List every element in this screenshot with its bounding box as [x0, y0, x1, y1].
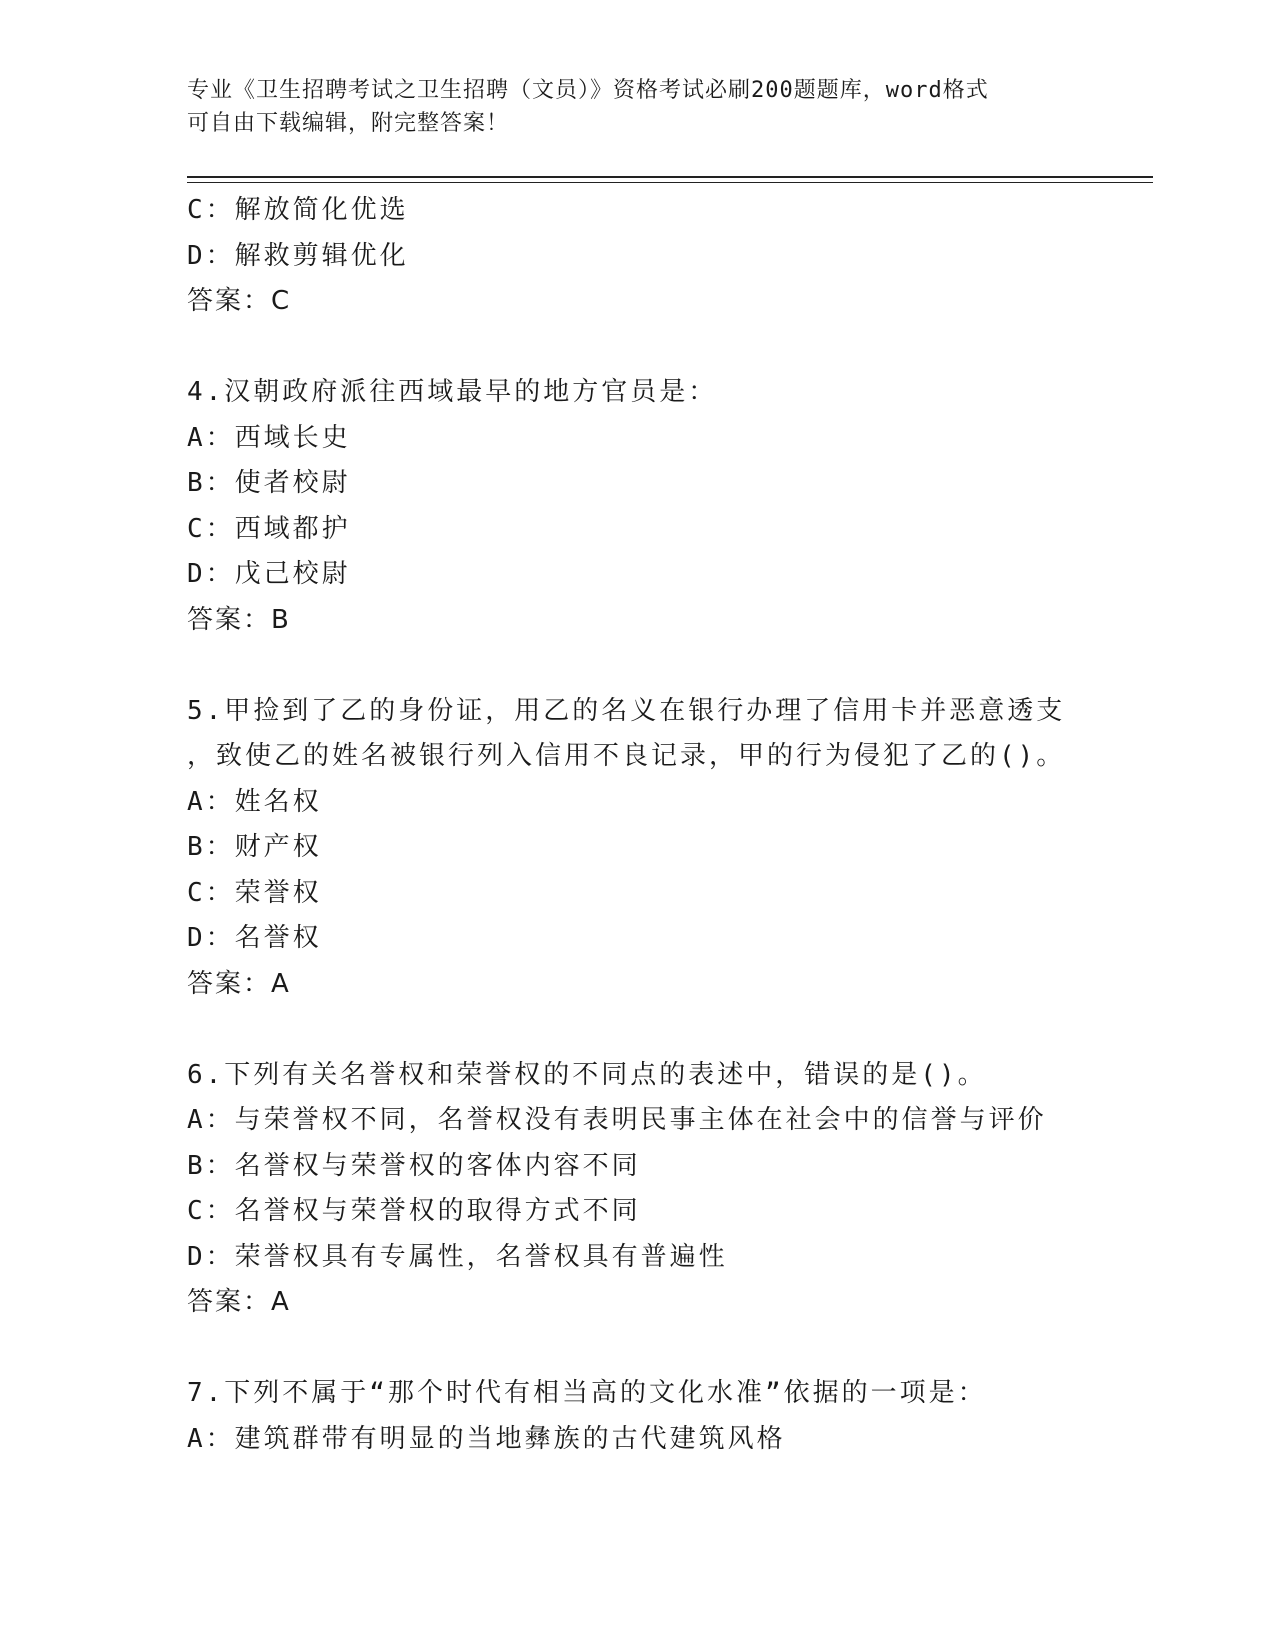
- option-c: C：西域都护: [187, 513, 351, 544]
- spacer: [187, 1326, 1087, 1372]
- option-b: B：财产权: [187, 832, 322, 862]
- spacer: [187, 643, 1087, 689]
- option-b: B：使者校尉: [187, 468, 351, 498]
- option-b: B：名誉权与荣誉权的客体内容不同: [187, 1150, 641, 1181]
- option-a: A：建筑群带有明显的当地彝族的古代建筑风格: [187, 1423, 786, 1454]
- question-6: [187, 1053, 1087, 1326]
- header-line-1: 专业《卫生招聘考试之卫生招聘（文员）》资格考试必刷200题题库，word格式: [187, 78, 989, 103]
- option-a: A：姓名权: [187, 786, 322, 817]
- question-stem-line-1: 5.甲捡到了乙的身份证，用乙的名义在银行办理了信用卡并恶意透支: [187, 695, 1066, 726]
- question-stem: 7.下列不属于“那个时代有相当高的文化水准”依据的一项是：: [187, 1378, 987, 1408]
- question-stem: 6.下列有关名誉权和荣誉权的不同点的表述中，错误的是()。: [187, 1059, 987, 1090]
- question-list: [187, 188, 1087, 1462]
- option-c: C：名誉权与荣誉权的取得方式不同: [187, 1196, 641, 1226]
- document-header: [187, 74, 1067, 140]
- answer-line: 答案：A: [187, 968, 291, 999]
- option-d: D：解救剪辑优化: [187, 240, 409, 271]
- option-a: A：西域长史: [187, 422, 351, 453]
- spacer: [187, 325, 1087, 371]
- option-d: D：戊己校尉: [187, 559, 351, 589]
- question-3-tail: [187, 188, 1087, 325]
- option-d: D：名誉权: [187, 923, 322, 953]
- question-stem: 4.汉朝政府派往西域最早的地方官员是：: [187, 377, 718, 407]
- header-divider-thin: [187, 182, 1153, 183]
- question-5: [187, 689, 1087, 1008]
- answer-line: 答案：A: [187, 1287, 291, 1317]
- question-4: [187, 370, 1087, 643]
- option-c: C：解放简化优选: [187, 195, 409, 225]
- option-c: C：荣誉权: [187, 877, 322, 908]
- option-a: A：与荣誉权不同，名誉权没有表明民事主体在社会中的信誉与评价: [187, 1105, 1047, 1135]
- question-7: [187, 1371, 1087, 1462]
- spacer: [187, 1007, 1087, 1053]
- answer-line: 答案：B: [187, 604, 291, 635]
- header-line-2: 可自由下载编辑，附完整答案！: [187, 111, 510, 136]
- header-divider-thick: [187, 176, 1153, 178]
- question-stem-line-2: ，致使乙的姓名被银行列入信用不良记录，甲的行为侵犯了乙的()。: [187, 741, 1066, 771]
- option-d: D：荣誉权具有专属性，名誉权具有普遍性: [187, 1241, 728, 1272]
- answer-line: 答案：C: [187, 286, 292, 316]
